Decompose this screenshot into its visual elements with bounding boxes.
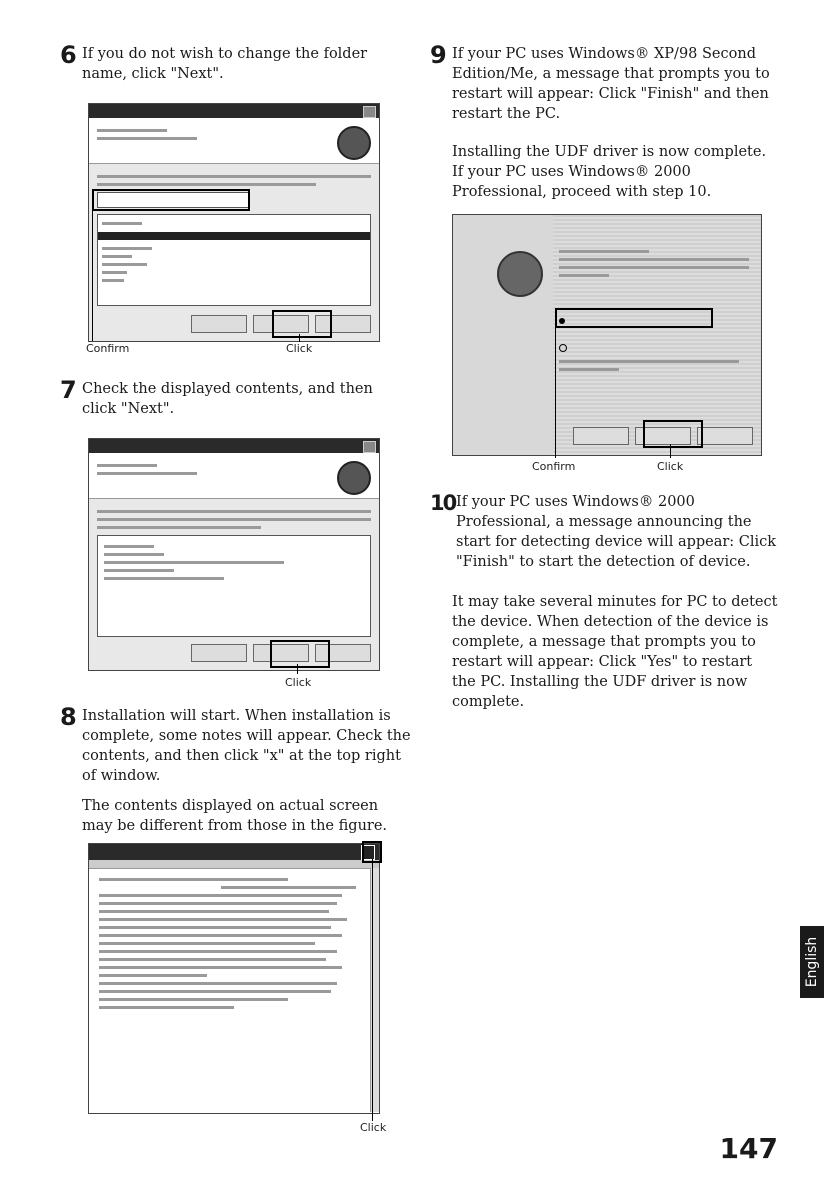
- setup-disc-icon: [337, 126, 371, 160]
- screenshot-install-complete: [452, 214, 762, 456]
- screenshot-select-folder: [88, 103, 380, 342]
- highlight-folder-field: [92, 189, 250, 211]
- window-titlebar: [89, 104, 379, 118]
- folder-list[interactable]: [97, 214, 371, 306]
- step-8-text: Installation will start. When installation is complete, some notes will appear. Check the contents, and then click "x" at the top right of window.: [82, 708, 411, 784]
- text-lines: [559, 355, 739, 376]
- caption-click: Click: [657, 460, 684, 473]
- step-6-number: 6: [60, 41, 77, 69]
- caption-confirm: Confirm: [532, 460, 576, 473]
- highlight-next-button: [270, 640, 330, 668]
- screenshot-start-copying: [88, 438, 380, 671]
- settings-summary[interactable]: [97, 535, 371, 637]
- text-lines: [559, 245, 749, 282]
- restart-later-option[interactable]: [559, 337, 709, 347]
- callout-line: [670, 444, 671, 458]
- dialog-header: [89, 453, 379, 499]
- step-10-text: If your PC uses Windows® 2000 Professional, a message announcing the start for detecting device will appear: Click "Finish" to start the detection of device.: [456, 494, 777, 570]
- highlight-restart-option: [555, 308, 713, 328]
- highlight-finish-button: [643, 420, 703, 448]
- page-number: 147: [719, 1132, 778, 1165]
- back-button[interactable]: [191, 315, 247, 333]
- screenshot-readme-notes: [88, 843, 380, 1114]
- notes-text: [89, 869, 379, 1018]
- back-button[interactable]: [191, 644, 247, 662]
- dialog-body: [89, 499, 379, 643]
- language-tab: English: [800, 926, 824, 998]
- caption-click: Click: [286, 342, 313, 355]
- callout-line: [555, 324, 556, 458]
- window-titlebar: [89, 439, 379, 453]
- caption-click: Click: [360, 1121, 387, 1134]
- callout-line: [299, 334, 300, 342]
- step-6-text: If you do not wish to change the folder name, click "Next".: [82, 46, 368, 82]
- back-button[interactable]: [573, 427, 629, 445]
- dialog-body: [89, 164, 379, 312]
- step-10-number: 10: [430, 491, 456, 515]
- close-icon: [363, 441, 376, 453]
- close-icon: [363, 106, 376, 118]
- caption-confirm: Confirm: [86, 342, 130, 355]
- step-9-note: Installing the UDF driver is now complete. If your PC uses Windows® 2000 Professional, proceed with step 10.: [452, 144, 767, 200]
- callout-line: [372, 859, 373, 1121]
- step-8-number: 8: [60, 703, 77, 731]
- caption-click: Click: [285, 676, 312, 689]
- step-7-number: 7: [60, 376, 77, 404]
- step-10-note: It may take several minutes for PC to detect the device. When detection of the device is complete, a message that prompts you to restart will appear: Click "Yes" to restart the PC. Installing the UDF driver is now complete.: [452, 594, 778, 710]
- highlight-next-button: [272, 310, 332, 338]
- callout-line: [92, 207, 93, 341]
- step-8-note: The contents displayed on actual screen may be different from those in the figure.: [82, 798, 388, 834]
- step-9-number: 9: [430, 41, 447, 69]
- step-9-text: If your PC uses Windows® XP/98 Second Edition/Me, a message that prompts you to restart will appear: Click "Finish" and then restart the PC.: [452, 46, 770, 122]
- graphic: [453, 215, 553, 455]
- setup-disc-icon: [337, 461, 371, 495]
- window-titlebar: [89, 844, 379, 860]
- cancel-button[interactable]: [697, 427, 753, 445]
- dialog-header: [89, 118, 379, 164]
- setup-disc-icon: [497, 251, 543, 297]
- step-7-text: Check the displayed contents, and then click "Next".: [82, 381, 373, 417]
- callout-line: [297, 664, 298, 674]
